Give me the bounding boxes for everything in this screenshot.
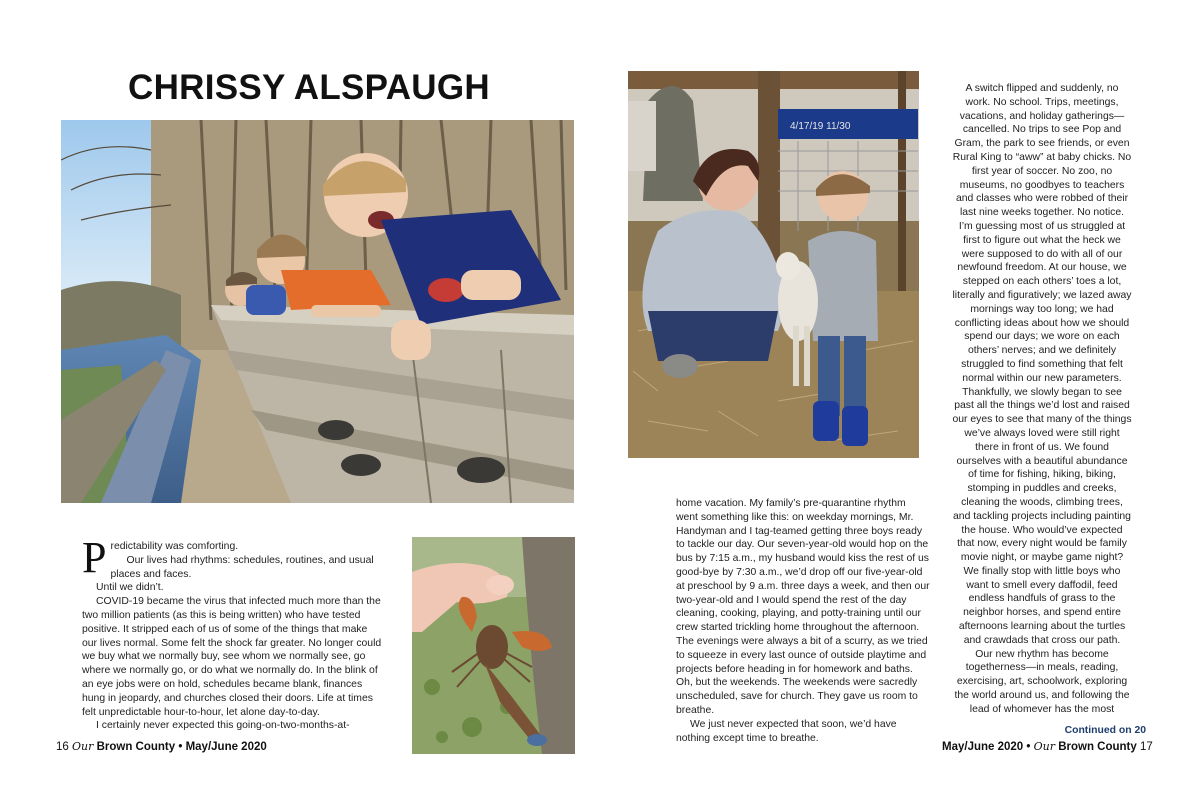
photo-boys-on-bridge [61, 120, 574, 503]
article-title: CHRISSY ALSPAUGH [128, 68, 490, 107]
issue-date: • May/June 2020 [178, 741, 267, 753]
paragraph: home vacation. My family’s pre-quarantine rhythm went something like this: on weekday mornings, Mr. Handyman and I tag-teamed getting three boys ready to tackle our day. Our seven-year-old would hop on the bus by 7:15 a.m., my husband would kiss the rest of us good-bye by 7:30 a.m., we’d drop off our five-year-old at preschool by 9 a.m. three days a week, and then our two-year-old and I would spend the rest of the day cleaning, cooking, playing, and potty-training until our crew started trickling home throughout the afternoon. The evenings were always a bit of a scurry, as we tried to squeeze in every last ounce of outside playtime and projects before heading in for homework and baths. Oh, but the weekends. The weekends were sacredly unscheduled, save for church. They gave us room to breathe. [676, 498, 930, 716]
paragraph: Until we didn’t. [96, 582, 164, 594]
article-column-right [952, 82, 1132, 717]
masthead-brand: Brown County [1058, 741, 1137, 753]
continued-link[interactable]: Continued on 20 [1064, 725, 1146, 736]
barn-sign-text: 4/17/19 11/30 [790, 121, 851, 132]
paragraph: I certainly never expected this going-on-two-months-at- [96, 720, 350, 732]
paragraph: I’m guessing most of us struggled at first to figure out what the heck we were supposed to do with all of our newfound freedom. At our house, we stepped on each others’ toes a lot, literally and figuratively; we lazed away mornings way too long; we had conflicting ideas about how we should spend our days; we wore on each others’ nerves; and we definitely struggled to find something that felt normal within our new parameters. [952, 220, 1132, 384]
paragraph: We just never expected that soon, we’d have nothing except time to breathe. [676, 718, 897, 744]
article-column-left [82, 533, 382, 733]
issue-date: May/June 2020 • [942, 741, 1031, 753]
masthead-our: Our [72, 740, 94, 753]
photo-crawdad [412, 537, 575, 754]
paragraph: Our lives had rhythms: schedules, routines, and usual places and faces. [110, 554, 374, 580]
photo-boy-with-lamb [628, 71, 919, 458]
article-lead: redictability was comforting. [110, 541, 239, 552]
masthead-brand: Brown County [96, 741, 176, 753]
paragraph: Thankfully, we slowly began to see past all the things we’d lost and raised our eyes to see that many of the things we’ve always loved were still right there in front of us. We found ourselves with a beautiful abundance of time for fishing, hiking, biking, stomping in puddles and creeks, cleaning the woods, climbing trees, and tackling projects including painting the house. Who would’ve expected that now, every night would be family movie night, or maybe game night? We finally stop with little boys who want to smell every daffodil, feed endless handfuls of grass to the neighbor horses, and spend entire afternoons learning about the turtles and crawdads that cross our path. [952, 386, 1132, 646]
paragraph: Our new rhythm has become togetherness—in meals, reading, exercising, art, schoolwork, exploring the world around us, and following the lead of whomever has the most [954, 648, 1130, 715]
paragraph: A switch flipped and suddenly, no work. No school. Trips, meetings, vacations, and holiday gatherings—cancelled. No trips to see Pop and Gram, the park to see friends, or even Rural King to “aww” at baby chicks. No first year of soccer. No zoo, no museums, no goodbyes to teachers and classes who were robbed of their last nine weeks together. No notice. [952, 83, 1132, 219]
paragraph: COVID-19 became the virus that infected much more than the two million patients (as this is being written) who have tested positive. It stripped each of us of some of the things that make our lives normal. Some felt the shock far greater. No longer could we buy what we normally buy, see whom we normally see, go where we normally go, or do what we normally do. In the blink of an eye jobs were on hold, schedules became blank, finances hung in jeopardy, and churches closed their doors. Life at times felt unpredictable hour-to-hour, let alone day-to-day. [82, 596, 382, 718]
masthead-our: Our [1033, 740, 1055, 753]
page-number: 16 [56, 741, 69, 753]
article-column-middle [676, 497, 930, 745]
page-number: 17 [1139, 741, 1153, 753]
drop-cap: P [82, 533, 107, 582]
footer-right [942, 740, 1153, 753]
footer-left [56, 740, 267, 753]
